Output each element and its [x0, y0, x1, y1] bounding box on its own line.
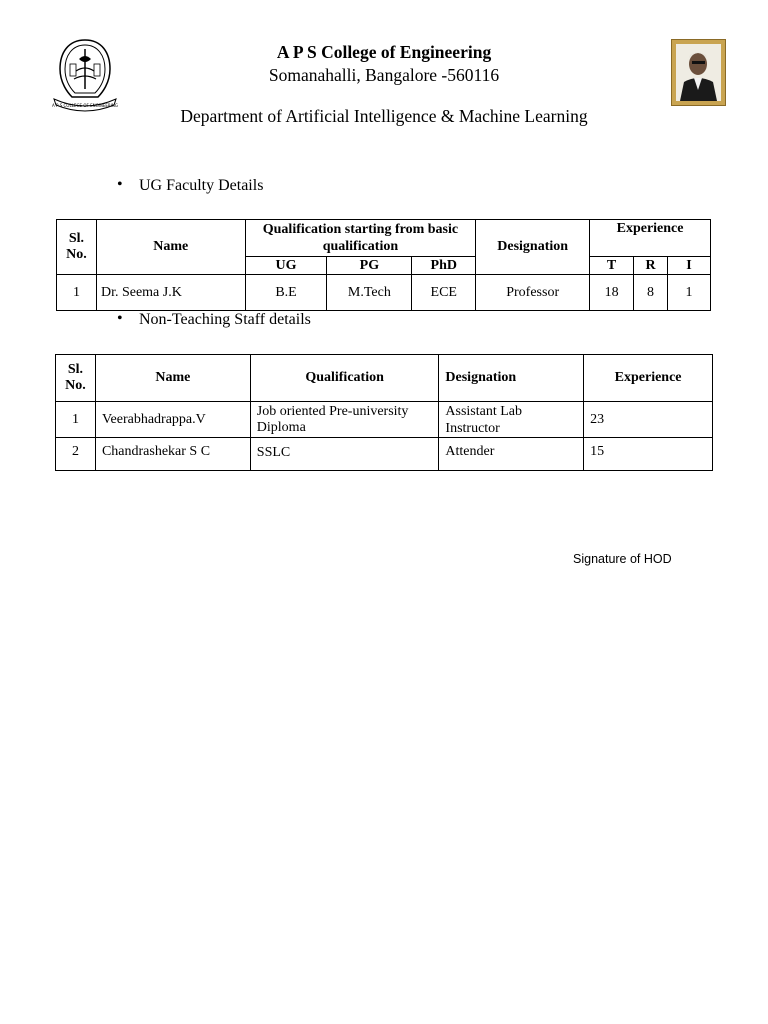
cell-pg: M.Tech — [327, 275, 412, 311]
cell-name: Dr. Seema J.K — [96, 275, 245, 311]
cell-sl-no: 2 — [56, 438, 96, 471]
cell-phd: ECE — [412, 275, 476, 311]
col-header-pg: PG — [327, 257, 412, 275]
cell-sl-no: 1 — [57, 275, 97, 311]
cell-sl-no: 1 — [56, 402, 96, 438]
col-header-sl-no: Sl. No. — [56, 355, 96, 402]
college-name: A P S College of Engineering — [276, 42, 492, 62]
col-header-qualification: Qualification — [250, 355, 439, 402]
cell-qualification: SSLC — [250, 438, 439, 471]
col-header-qualification: Qualification starting from basic qualification — [245, 220, 476, 257]
table-row — [56, 438, 713, 471]
department-name: Department of Artificial Intelligence & Machine Learning — [180, 106, 588, 126]
cell-ug: B.E — [245, 275, 327, 311]
svg-text:A P S COLLEGE OF ENGINEERING: A P S COLLEGE OF ENGINEERING — [52, 103, 118, 108]
table-header-row — [57, 220, 711, 257]
college-address: Somanahalli, Bangalore -560116 — [268, 65, 500, 85]
ug-faculty-table — [56, 219, 711, 311]
table-row — [57, 275, 711, 311]
col-header-ug: UG — [245, 257, 327, 275]
staff-heading-text: Non-Teaching Staff details — [139, 311, 311, 328]
cell-name: Veerabhadrappa.V — [95, 402, 250, 438]
bullet-icon: • — [117, 310, 123, 327]
col-header-designation: Designation — [439, 355, 584, 402]
cell-designation: Attender — [439, 438, 584, 471]
cell-qualification: Job oriented Pre-university Diploma — [250, 402, 439, 438]
col-header-experience: Experience — [590, 220, 711, 257]
cell-experience: 23 — [584, 402, 713, 438]
col-header-name: Name — [95, 355, 250, 402]
table-header-row — [56, 355, 713, 402]
staff-table — [55, 354, 713, 471]
cell-experience: 15 — [584, 438, 713, 471]
table-row — [56, 402, 713, 438]
col-header-experience: Experience — [584, 355, 713, 402]
col-header-i: I — [668, 257, 711, 275]
cell-designation: Assistant Lab Instructor — [439, 402, 584, 438]
ug-section-heading — [117, 176, 264, 195]
bullet-icon: • — [117, 176, 123, 193]
cell-t: 18 — [590, 275, 634, 311]
col-header-name: Name — [96, 220, 245, 275]
cell-i: 1 — [668, 275, 711, 311]
cell-designation: Professor — [476, 275, 590, 311]
col-header-sl-no: Sl. No. — [57, 220, 97, 275]
col-header-phd: PhD — [412, 257, 476, 275]
cell-r: 8 — [634, 275, 668, 311]
cell-name: Chandrashekar S C — [95, 438, 250, 471]
staff-section-heading — [117, 310, 311, 329]
hod-signature-label: Signature of HOD — [573, 552, 672, 566]
ug-heading-text: UG Faculty Details — [139, 177, 264, 194]
col-header-t: T — [590, 257, 634, 275]
col-header-designation: Designation — [476, 220, 590, 275]
col-header-r: R — [634, 257, 668, 275]
